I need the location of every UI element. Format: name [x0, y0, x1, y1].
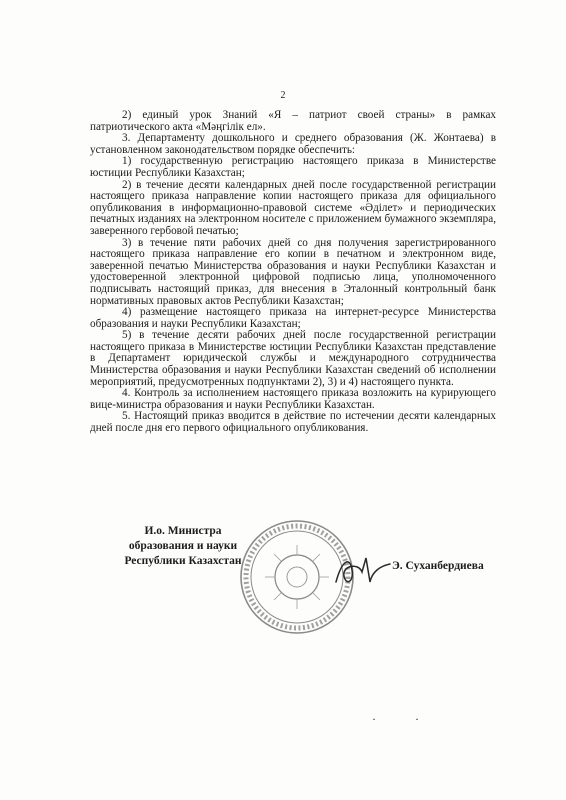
paragraph-unified-lesson: 2) единый урок Знаний «Я – патриот своей страны» в рамках патриотического акта «Мәңгілік ел». — [90, 109, 496, 133]
paragraph-legal-department-report: 5) в течение десяти рабочих дней после государственной регистрации настоящего приказа в Министерстве юстиции Республики Казахстан представление в Департамент юридической службы и международного сотрудничества Министерства образования и науки Республики Казахстан сведений об исполнении мероприятий, предусмотренных подпунктами 2), 3) и 4) настоящего пункта. — [90, 329, 496, 388]
order-body — [90, 110, 496, 435]
signatory-title-line: Республики Казахстан — [124, 555, 242, 567]
signatory-name: Э. Суханбердиева — [392, 560, 484, 572]
paragraph-department-tasks: 3. Департаменту дошкольного и среднего образования (Ж. Жонтаева) в установленном законодательством порядке обеспечить: — [90, 132, 496, 156]
signatory-title-line: образования и науки — [128, 540, 238, 552]
paragraph-state-registration: 1) государственную регистрацию настоящего приказа в Министерстве юстиции Республики Казахстан; — [90, 155, 496, 179]
paragraph-internet-resource: 4) размещение настоящего приказа на интернет-ресурсе Министерства образования и науки Республики Казахстан; — [90, 306, 496, 330]
handwritten-signature-icon — [332, 552, 394, 592]
signatory-title-line: И.о. Министра — [144, 525, 222, 537]
paragraph-entry-into-force: 5. Настоящий приказ вводится в действие по истечении десяти календарных дней после дня его первого официального опубликования. — [90, 410, 496, 435]
paragraph-reference-bank: 3) в течение пяти рабочих дней со дня получения зарегистрированного настоящего приказа направление его копии в печатном и электронном виде, заверенной печатью Министерства образования и науки Республики Казахстан и удостоверенной электронной цифровой подписью лица, уполномоченного подписывать настоящий приказ, для внесения в Эталонный контрольный банк нормативных правовых актов Республики Казахстан; — [90, 236, 496, 307]
footer-marks: · · — [372, 712, 437, 726]
paragraph-control: 4. Контроль за исполнением настоящего приказа возложить на курирующего вице-министра образования и науки Республики Казахстан. — [90, 387, 496, 411]
paragraph-official-publication: 2) в течение десяти календарных дней после государственной регистрации настоящего приказа направление копии настоящего приказа для официального опубликования в информационно-правовой системе «Әділет» и периодических печатных изданиях на электронном носителе с приложением бумажного экземпляра, заверенного гербовой печатью; — [90, 178, 496, 237]
signatory-title — [118, 524, 248, 569]
page-number: 2 — [280, 90, 286, 101]
